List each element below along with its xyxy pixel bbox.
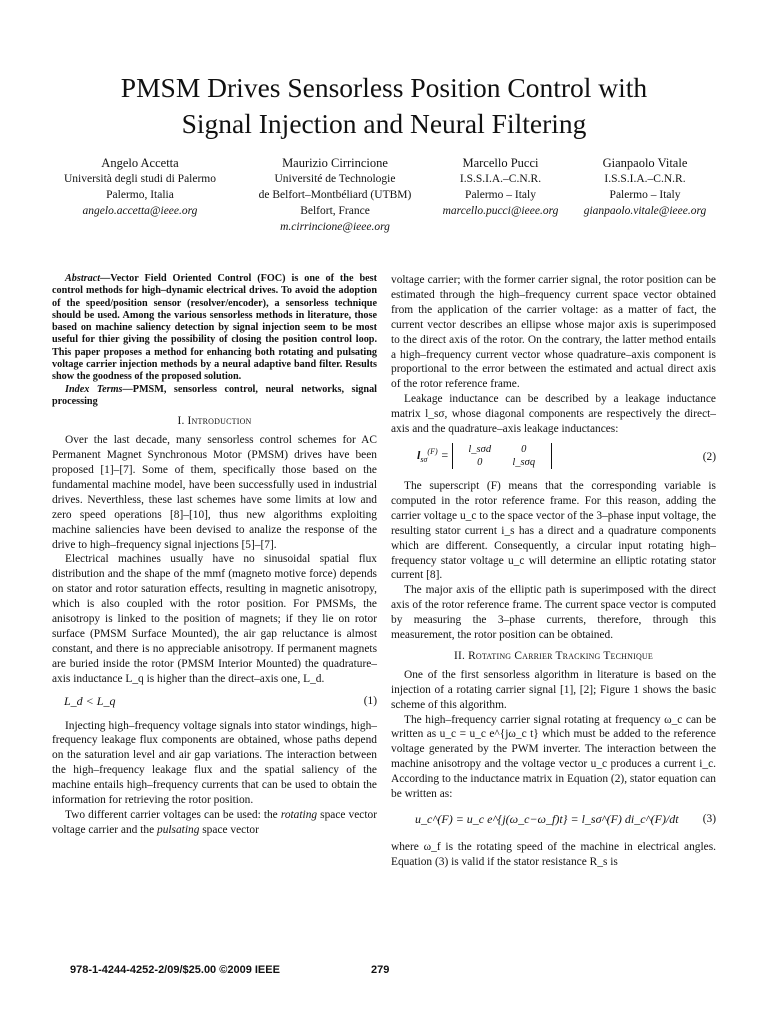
matrix-cell: l_sσq [512,456,536,468]
right-paragraph-4: The major axis of the elliptic path is superimposed with the direct axis of the rotor reference frame. The current space vector is computed by measuring the 3–phase currents, therefore, through this measurement, the rotor position can be obtained. [391,584,716,642]
right-paragraph-5: One of the first sensorless algorithm in literature is based on the injection of a rotating carrier signal [1], [2]; Figure 1 shows the basic scheme of this algorithm. [391,668,716,711]
equation-1-number: (1) [363,694,377,707]
equation-3-number: (3) [702,813,716,825]
author-name: Maurizio Cirrincione [282,156,388,170]
equation-2-expression: $l_{s\sigma}^{(F)}$ = l_sσd 0 0 l_sσq [417,443,552,469]
author-name: Gianpaolo Vitale [602,156,688,170]
author-email[interactable]: gianpaolo.vitale@ieee.org [583,205,707,217]
equation-2 [391,441,716,475]
section-heading-introduction: I. Introduction [177,415,252,428]
author-affiliation: Università degli studi di Palermo [63,173,217,185]
author-affiliation: Université de Technologie [274,173,396,185]
author-block [50,155,720,235]
paper-title [0,70,768,142]
equation-3-expression: u_c^(F) = u_c e^{j(ω_c−ω_f)t} = l_sσ^(F) di_c^(F)/dt [415,812,679,826]
author-4 [570,155,720,219]
text-run: space vector [199,823,259,836]
right-paragraph-7: where ω_f is the rotating speed of the machine in electrical angles. Equation (3) is valid if the stator resistance R_s is [391,841,716,868]
author-3 [428,155,573,219]
right-paragraph-1: voltage carrier; with the former carrier signal, the rotor position can be estimated through the high–frequency current space vector obtained from the application of the carrier voltage: as a matter of fact, the current vector describes an ellipse whose major axis is superimposed to the direct axis of the rotor. On the contrary, the latter method entails a high–frequency current vector whose quadrature–axis component is proportional to the error between the estimated and actual direct axis of the rotor reference frame. [391,274,716,391]
author-location: Belfort, France [300,205,370,217]
equation-3 [391,806,716,836]
title-line-1: PMSM Drives Sensorless Position Control with [120,72,648,103]
author-email[interactable]: marcello.pucci@ieee.org [442,205,559,217]
abstract-label: Abstract [65,273,101,284]
text-run: Two different carrier voltages can be used: the [65,809,281,822]
abstract [52,273,377,384]
matrix-cell: 0 [477,456,483,468]
footer-isbn: 978-1-4244-4252-2/09/$25.00 ©2009 IEEE [70,964,280,976]
matrix-cell: l_sσd [468,443,492,455]
page-number: 279 [371,964,390,976]
equation-2-number: (2) [702,450,716,463]
text-run: space vector voltage carrier and the [52,809,377,836]
index-terms-label: Index Terms [65,383,123,395]
equation-1-expression: L_d < L_q [64,693,116,708]
text-run-italic: pulsating [157,823,200,836]
index-terms [52,384,377,409]
author-2 [240,155,430,235]
author-name: Marcello Pucci [462,156,539,170]
author-1 [60,155,220,219]
intro-paragraph-3: Injecting high–frequency voltage signals into stator windings, high–frequency leakage flux components are obtained, whose paths depend on the saturation level and air gap variations. The interaction between the high–frequency leakage flux and the spatial saliency of the machine entails high–frequency currents that can be used to obtain the information for retrieving the rotor position. [52,719,377,807]
author-affiliation: I.S.S.I.A.–C.N.R. [459,173,542,185]
right-column [391,273,716,870]
left-column [52,273,377,838]
equation-1 [52,691,377,715]
author-email[interactable]: m.cirrincione@ieee.org [280,221,390,233]
equation-2-matrix [452,443,552,469]
abstract-text: —Vector Field Oriented Control (FOC) is one of the best control methods for high–dynamic electrical drives. To avoid the adoption of the speed/position sensor (resolver/encoder), a sensorless technique should be used. Among the various sensorless methods in literature, those based on machine saliency detection by signal injection seem to be most useful for thier giving the possibility of closing the position control loop. This paper proposes a method for enhancing both rotating and pulsating voltage carrier injection methods by a neural adaptive band filter. Results show the goodness of the proposed solution. [52,273,377,383]
right-paragraph-6: The high–frequency carrier signal rotating at frequency ω_c can be written as u_c = u_c e^{jω_c t} which must be added to the reference voltage generated by the PWM inverter. The interaction between the machine anisotropy and the voltage vector u_c produces a current i_c. According to the inductance matrix in Equation (2), stator equation can be written as: [391,713,716,801]
right-paragraph-2: Leakage inductance can be described by a leakage inductance matrix l_sσ, whose diagonal components are respectively the direct–axis and the quadrature–axis leakage inductances: [391,393,716,436]
author-location: Palermo – Italy [465,189,536,201]
equation-2-lhs: l [417,447,421,462]
author-affiliation-2: de Belfort–Montbéliard (UTBM) [258,189,412,201]
author-location: Palermo – Italy [609,189,681,201]
text-run-italic: rotating [280,809,318,822]
intro-paragraph-1: Over the last decade, many sensorless control schemes for AC Permanent Magnet Synchronous Motor (PMSM) drives have been proposed [1]–[7]. Some of them, specifically those based on the fundamental machine model, have been successfully used in industrial drives. Neverthless, these last schemes have some limits at low and zero speed operations [8]–[10], thus new algorithms exploiting machine saliencies have been devised to analize the response of the drive to high–frequency signal injections [5]–[7]. [52,434,377,551]
author-name: Angelo Accetta [101,156,179,170]
title-line-2: Signal Injection and Neural Filtering [181,108,587,139]
intro-paragraph-4 [52,808,377,838]
section-heading-rotating-carrier: II. Rotating Carrier Tracking Technique [453,649,653,662]
matrix-cell: 0 [521,443,527,455]
author-email[interactable]: angelo.accetta@ieee.org [82,205,198,217]
index-terms-text: —PMSM, sensorless control, neural networks, signal processing [52,383,377,407]
right-paragraph-3: The superscript (F) means that the corresponding variable is computed in the rotor reference frame. For this reason, adding the carrier voltage u_c to the space vector of the 3–phase input voltage, the resulting stator current i_s has a direct and a quadrature components which are different. Consequently, a circular input rotating high–frequency stator voltage u_c will determine an elliptic rotating stator current [8]. [391,479,716,582]
intro-paragraph-2: Electrical machines usually have no sinusoidal spatial flux distribution and the shape of the mmf (magneto motive force) depends on stator and rotor saturation effects, resulting in magnetic anisotropy, which is also coupled with the rotor position. For PMSMs, the anisotropy is linked to the position of magnets; if they lie on rotor surface (PMSM Surface Mounted), the air gap reluctance is almost constant, and there is no appreciable anisotropy. If permanent magnets are buried inside the rotor (PMSM Interior Mounted) the quadrature–axis inductance L_q is higher than the direct–axis one, L_d. [52,553,377,685]
author-location: Palermo, Italia [106,189,174,201]
author-affiliation: I.S.S.I.A.–C.N.R. [604,173,686,185]
